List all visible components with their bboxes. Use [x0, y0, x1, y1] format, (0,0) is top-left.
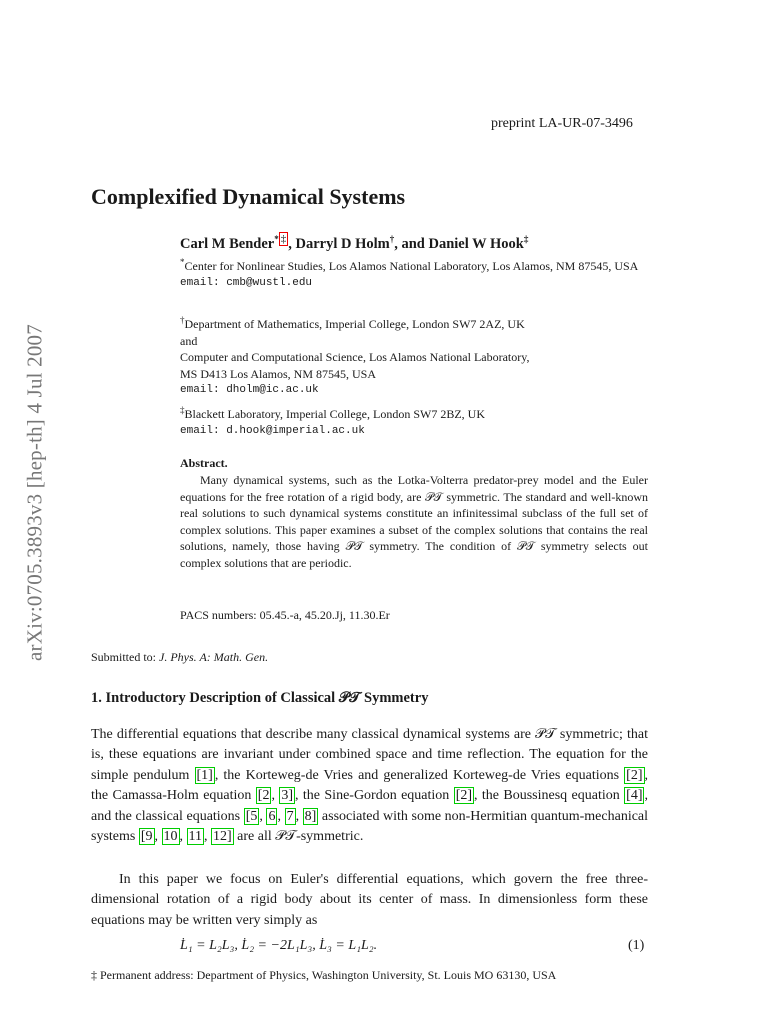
pacs-numbers: PACS numbers: 05.45.-a, 45.20.Jj, 11.30.Er — [180, 608, 390, 622]
affiliation-mark: ‡ — [180, 405, 185, 415]
citation-link[interactable]: 6 — [268, 808, 276, 824]
affiliation-text — [180, 254, 650, 275]
email-hook[interactable]: email: d.hook@imperial.ac.uk — [180, 424, 365, 437]
abstract-heading: Abstract. — [180, 456, 228, 470]
author-list — [180, 233, 528, 253]
citation-link[interactable]: [4] — [626, 788, 643, 804]
affiliation-line: Computer and Computational Science, Los Alamos National Laboratory, — [180, 350, 530, 364]
intro-paragraph-2 — [91, 870, 648, 931]
paragraph-text: , the Boussinesq equation — [474, 788, 625, 804]
author-holm: , Darryl D Holm — [288, 235, 390, 252]
author-hook: , and Daniel W Hook — [394, 235, 524, 252]
paragraph-text: The differential equations that describe many classical dynamical systems are 𝒫𝒯 symmetric; that is, these equations are invariant under combined space and time reflection. The equation for the simple pendulum — [91, 727, 648, 783]
citation-link[interactable]: [5 — [245, 808, 258, 824]
citation-link[interactable]: [2 — [257, 788, 270, 804]
affiliation-text — [180, 402, 650, 423]
author-holm-mark: † — [389, 234, 395, 244]
affiliation-2 — [180, 312, 650, 399]
section-heading: 1. Introductory Description of Classical 𝒫𝒯 Symmetry — [91, 690, 429, 706]
email-holm[interactable]: email: dholm@ic.ac.uk — [180, 384, 319, 396]
affiliation-text — [180, 312, 650, 333]
paragraph-text: , the Sine-Gordon equation — [295, 788, 454, 804]
footnote-link[interactable]: ‡ — [280, 233, 287, 245]
affiliation-line: Center for Nonlinear Studies, Los Alamos National Laboratory, Los Alamos, NM 87545, USA — [184, 259, 639, 273]
affiliation-line: Department of Mathematics, Imperial College, London SW7 2AZ, UK — [184, 317, 525, 331]
author-bender: Carl M Bender — [180, 235, 275, 252]
citation-link[interactable]: 8] — [304, 808, 317, 824]
journal-name: J. Phys. A: Math. Gen. — [159, 650, 269, 664]
affiliation-mark: † — [180, 315, 185, 325]
preprint-number: preprint LA-UR-07-3496 — [491, 116, 633, 131]
paragraph-text: , the Camassa-Holm equation — [91, 767, 648, 804]
paragraph-text: are all 𝒫𝒯-symmetric. — [233, 829, 364, 845]
affiliation-line: and — [180, 333, 198, 348]
paragraph-text: In this paper we focus on Euler's differential equations, which govern the free three-dimensional rotation of a rigid body about its center of mass. In dimensionless form these equations may be written very simply as — [91, 872, 648, 928]
paper-title: Complexified Dynamical Systems — [91, 184, 406, 209]
paragraph-text: , the Korteweg-de Vries and generalized Korteweg-de Vries equations — [214, 767, 625, 783]
abstract-body — [180, 472, 648, 572]
citation-link[interactable]: [2] — [455, 788, 473, 804]
email-bender[interactable]: email: cmb@wustl.edu — [180, 276, 313, 289]
author-bender-mark: * — [274, 234, 279, 244]
citation-link[interactable]: 3] — [281, 788, 294, 804]
paragraph-text: , and the classical equations — [91, 788, 648, 824]
author-hook-mark: ‡ — [523, 234, 529, 244]
affiliation-mark: * — [180, 257, 185, 267]
citation-link[interactable]: [1] — [196, 767, 213, 783]
affiliation-1 — [180, 254, 650, 291]
affiliation-line: Blackett Laboratory, Imperial College, London SW7 2BZ, UK — [184, 407, 485, 421]
intro-paragraph-1: The differential equations that describe many classical dynamical systems are 𝒫𝒯 symmetric; that is, these equations are invariant under combined space and time reflection. The equation for the simple pendulum [1] , the Korteweg-de Vries and generalized Korteweg-de Vries equations [2] , the Camassa-Holm equation [2 , 3] , the Sine-Gordon equation [2] , the Boussinesq equation [4] , and the classical equations [5 , 6 , 7 , 8] associated with some non-Hermitian quantum-mechanical systems [9 , 10 , 11 , 12] are all 𝒫𝒯-symmetric. — [91, 727, 649, 845]
citation-link[interactable]: 11 — [188, 829, 202, 845]
equation-number: (1) — [628, 938, 645, 953]
citation-link[interactable]: 7 — [286, 808, 294, 824]
footnote: ‡ Permanent address: Department of Physics, Washington University, St. Louis MO 63130, USA — [91, 968, 557, 982]
affiliation-3 — [180, 402, 650, 439]
citation-link[interactable]: [2] — [626, 767, 643, 783]
citation-link[interactable]: 10 — [163, 829, 178, 845]
citation-link[interactable]: [9 — [140, 829, 153, 845]
submitted-to — [91, 650, 268, 665]
paragraph-text: associated with some non-Hermitian quantum-mechanical systems — [91, 808, 649, 845]
arxiv-identifier-stamp: arXiv:0705.3893v3 [hep-th] 4 Jul 2007 — [22, 324, 47, 661]
citation-link[interactable]: 12] — [213, 829, 232, 845]
abstract-text: Many dynamical systems, such as the Lotka-Volterra predator-prey model and the Euler equations for the free rotation of a rigid body, are 𝒫𝒯 symmetric. The standard and well-known real solutions to such dynamical systems constitute an infinitessimal subclass of the full set of complex solutions. This paper examines a subset of the complex solutions that contains the real solutions, namely, those having 𝒫𝒯 symmetry. The condition of 𝒫𝒯 symmetry selects out complex solutions that are periodic. — [180, 473, 648, 570]
submitted-label: Submitted to: — [91, 650, 157, 664]
euler-equation: L̇₁ = L₂L₃, L̇₂ = −2L₁L₃, L̇₃ = L₁L₂. — [180, 938, 378, 953]
affiliation-line: MS D413 Los Alamos, NM 87545, USA — [180, 366, 377, 381]
